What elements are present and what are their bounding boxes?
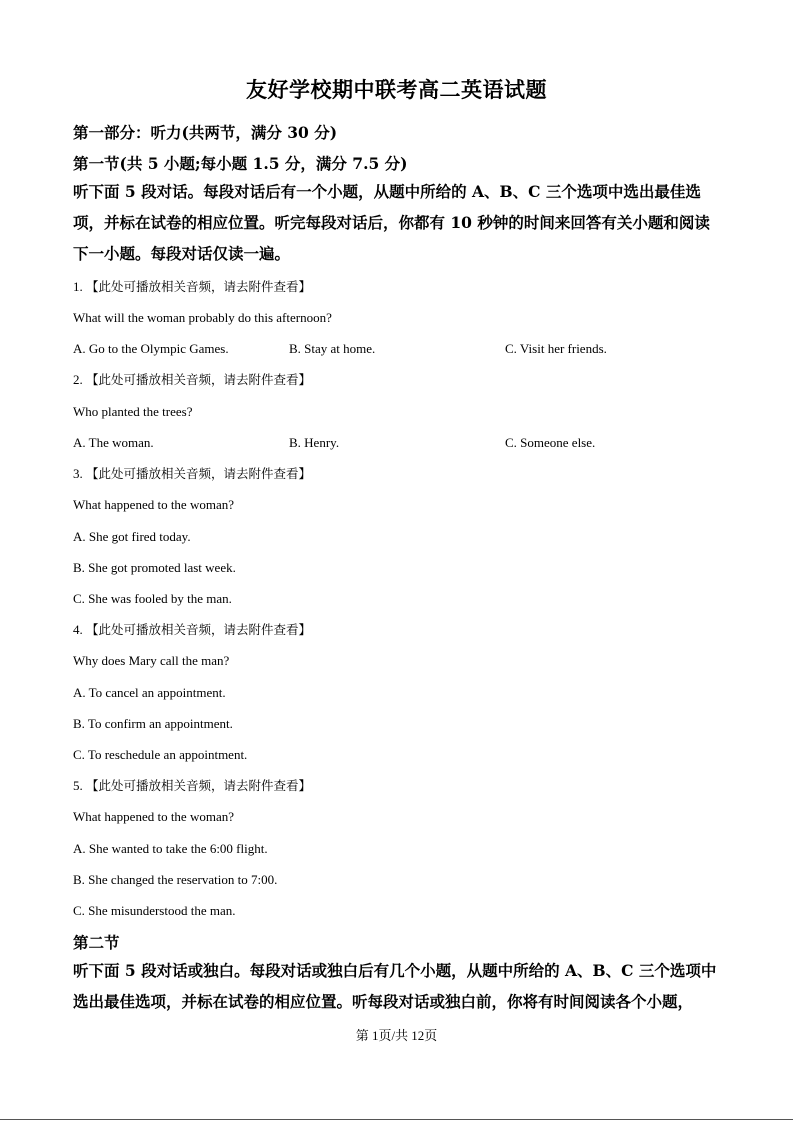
question-4-option-a: A. To cancel an appointment. <box>73 685 226 700</box>
question-4-number: 4. <box>73 622 83 637</box>
question-3-option-b: B. She got promoted last week. <box>73 560 236 575</box>
question-3-option-c: C. She was fooled by the man. <box>73 591 232 606</box>
question-1-option-c: C. Visit her friends. <box>505 341 607 356</box>
bottom-divider <box>0 1119 793 1120</box>
question-3-text: What happened to the woman? <box>73 497 234 512</box>
question-1-number: 1. <box>73 279 83 294</box>
question-4-text: Why does Mary call the man? <box>73 653 230 668</box>
page-title: 友好学校期中联考高二英语试题 <box>246 77 547 102</box>
audio-note[interactable]: 【此处可播放相关音频，请去附件查看】 <box>86 622 312 637</box>
page-number-footer: 第 1页/共 12页 <box>355 1028 438 1043</box>
question-5-number: 5. <box>73 778 83 793</box>
audio-note[interactable]: 【此处可播放相关音频，请去附件查看】 <box>86 466 312 481</box>
question-5-option-c: C. She misunderstood the man. <box>73 903 236 918</box>
section2-heading: 第二节 <box>73 933 120 952</box>
question-2-header <box>73 370 311 388</box>
question-1-header <box>73 277 311 295</box>
question-4-header <box>73 620 311 638</box>
question-3-header <box>73 464 311 482</box>
audio-note[interactable]: 【此处可播放相关音频，请去附件查看】 <box>86 279 312 294</box>
question-2-text: Who planted the trees? <box>73 404 193 419</box>
part1-heading: 第一部分：听力(共两节，满分 30 分) <box>73 123 338 142</box>
question-5-option-b: B. She changed the reservation to 7:00. <box>73 872 278 887</box>
question-4-option-c: C. To reschedule an appointment. <box>73 747 248 762</box>
question-2-option-a: A. The woman. <box>73 435 154 450</box>
section1-heading: 第一节(共 5 小题;每小题 1.5 分，满分 7.5 分) <box>73 154 408 173</box>
question-4-option-b: B. To confirm an appointment. <box>73 716 233 731</box>
question-3-number: 3. <box>73 466 83 481</box>
question-1-text: What will the woman probably do this afternoon? <box>73 310 332 325</box>
section2-instructions: 听下面 5 段对话或独白。每段对话或独白后有几个小题，从题中所给的 A、B、C 三个选项中选出最佳选项，并标在试卷的相应位置。听每段对话或独白前，你将有时间阅读各个小题， <box>73 961 717 1011</box>
question-5-option-a: A. She wanted to take the 6:00 flight. <box>73 841 268 856</box>
question-1-option-a: A. Go to the Olympic Games. <box>73 341 229 356</box>
section1-instructions: 听下面 5 段对话。每段对话后有一个小题，从题中所给的 A、B、C 三个选项中选出最佳选项，并标在试卷的相应位置。听完每段对话后，你都有 10 秒钟的时间来回答有关小题和阅读下一小题。每段对话仅读一遍。 <box>73 182 710 263</box>
question-5-text: What happened to the woman? <box>73 809 234 824</box>
question-2-option-c: C. Someone else. <box>505 435 596 450</box>
question-1-option-b: B. Stay at home. <box>289 341 376 356</box>
audio-note[interactable]: 【此处可播放相关音频，请去附件查看】 <box>86 372 312 387</box>
question-2-number: 2. <box>73 372 83 387</box>
question-5-header <box>73 776 311 794</box>
question-2-option-b: B. Henry. <box>289 435 340 450</box>
question-3-option-a: A. She got fired today. <box>73 529 191 544</box>
audio-note[interactable]: 【此处可播放相关音频，请去附件查看】 <box>86 778 312 793</box>
